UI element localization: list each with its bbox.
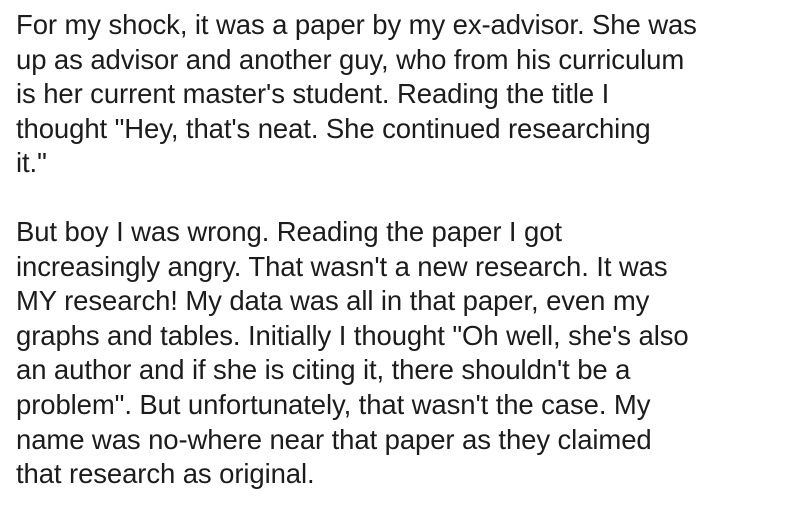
paragraph-1: [16, 8, 796, 181]
text-line: But boy I was wrong. Reading the paper I got: [16, 215, 562, 247]
text-line: it.": [16, 147, 47, 179]
paragraph-2: [16, 215, 796, 492]
text-line: graphs and tables. Initially I thought "Oh well, she's also: [16, 319, 689, 351]
text-line: is her current master's student. Reading the title I: [16, 78, 610, 110]
text-line: an author and if she is citing it, there shouldn't be a: [16, 354, 631, 386]
post-text: [16, 8, 796, 492]
text-line: that research as original.: [16, 458, 315, 490]
text-line: thought "Hey, that's neat. She continued researching: [16, 112, 651, 144]
text-line: up as advisor and another guy, who from his curriculum: [16, 43, 685, 75]
text-line: problem". But unfortunately, that wasn't the case. My: [16, 388, 651, 420]
text-line: name was no-where near that paper as they claimed: [16, 423, 652, 455]
text-line: MY research! My data was all in that paper, even my: [16, 285, 650, 317]
text-line: For my shock, it was a paper by my ex-advisor. She was: [16, 9, 697, 40]
text-line: increasingly angry. That wasn't a new research. It was: [16, 250, 668, 282]
